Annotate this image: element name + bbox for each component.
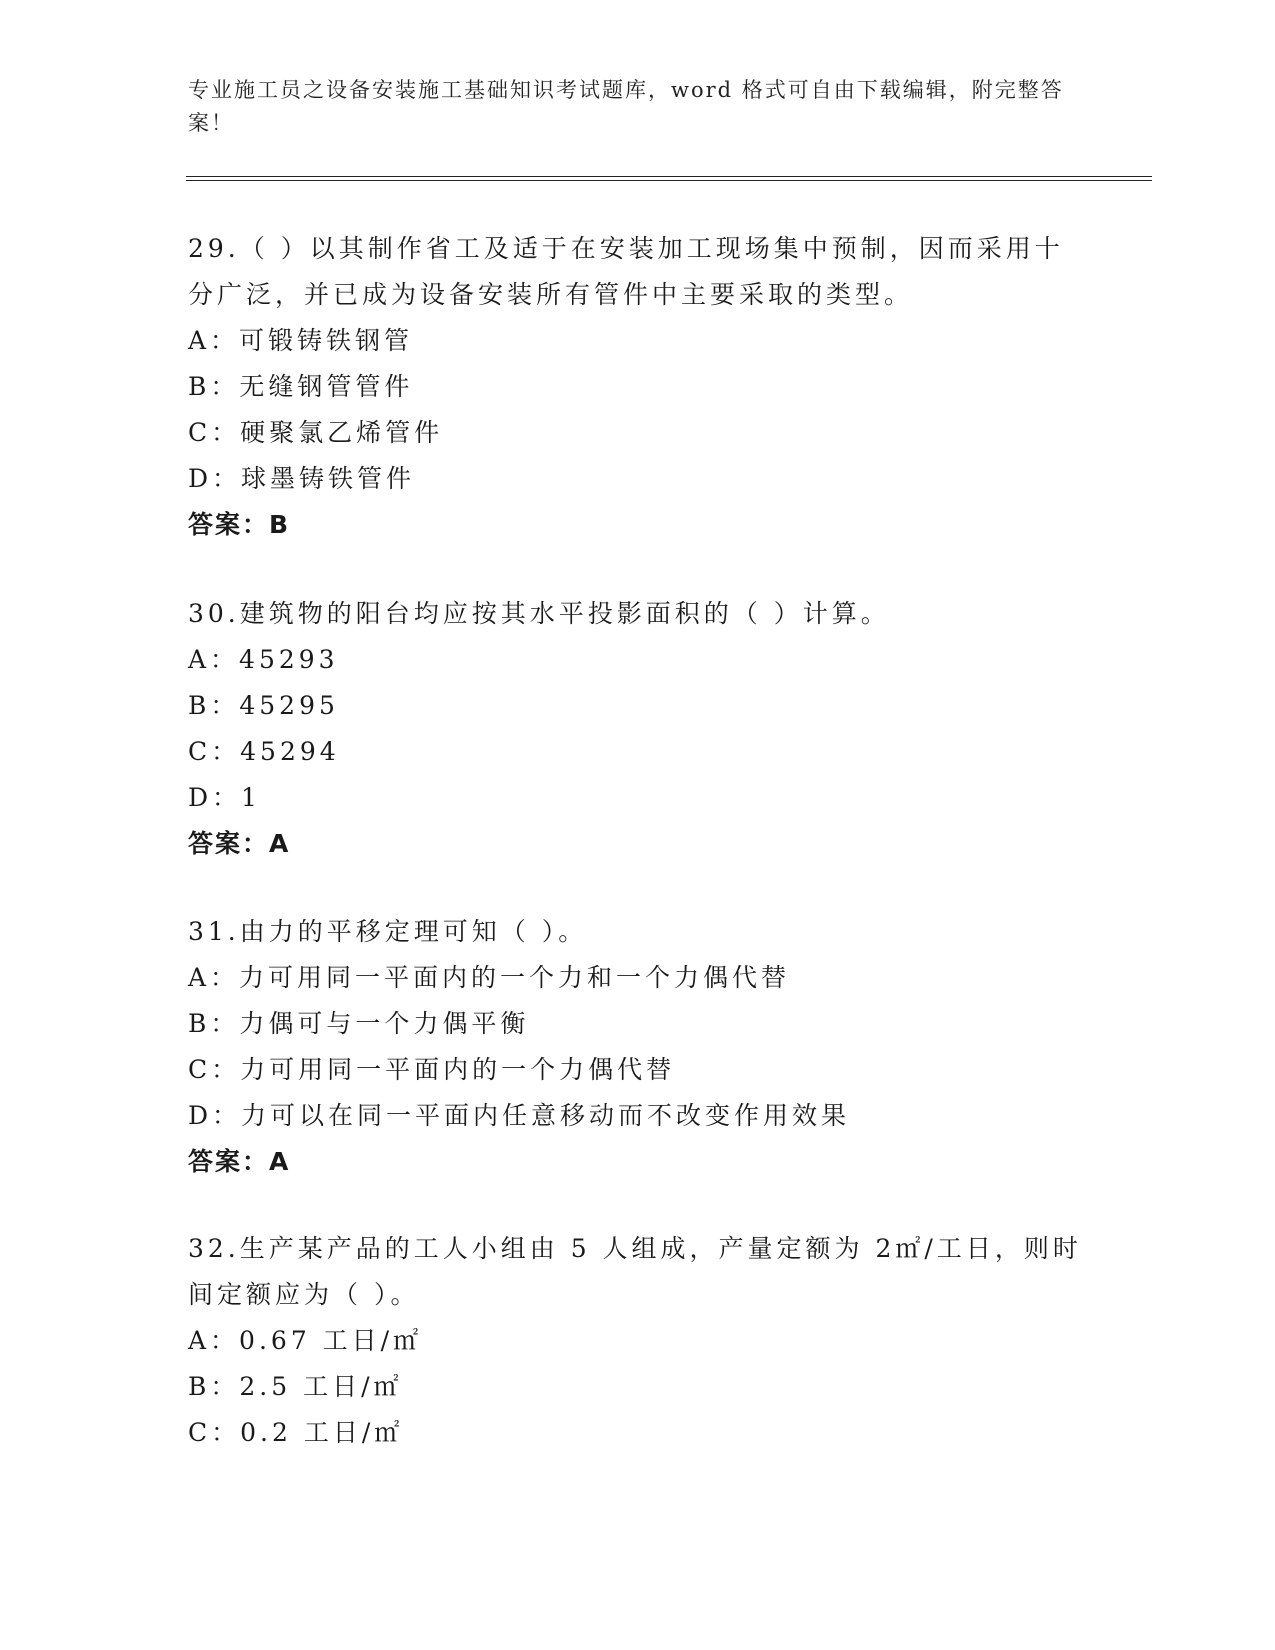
- question-29: [188, 226, 1088, 548]
- option-a: A：可锻铸铁钢管: [188, 326, 414, 355]
- option-a: A：45293: [188, 645, 339, 674]
- option-b: B：无缝钢管管件: [188, 372, 414, 401]
- option-c: C：0.2 工日/㎡: [188, 1418, 404, 1447]
- document-header: 专业施工员之设备安装施工基础知识考试题库，word 格式可自由下载编辑，附完整答案！: [188, 78, 1064, 135]
- question-stem: 32.生产某产品的工人小组由 5 人组成，产量定额为 2㎡/工日，则时间定额应为（ ）。: [188, 1234, 1082, 1309]
- question-31: [188, 909, 1088, 1185]
- answer: 答案：A: [188, 1147, 291, 1176]
- option-b: B：45295: [188, 691, 339, 720]
- option-b: B：2.5 工日/㎡: [188, 1372, 403, 1401]
- option-a: A：力可用同一平面内的一个力和一个力偶代替: [188, 963, 791, 992]
- question-30: [188, 591, 1088, 867]
- option-d: D：1: [188, 783, 261, 812]
- question-stem: 30.建筑物的阳台均应按其水平投影面积的（ ）计算。: [188, 599, 890, 628]
- option-c: C：45294: [188, 737, 340, 766]
- question-stem: 29.（ ）以其制作省工及适于在安装加工现场集中预制，因而采用十分广泛，并已成为设备安装所有管件中主要采取的类型。: [188, 234, 1064, 309]
- option-d: D：力可以在同一平面内任意移动而不改变作用效果: [188, 1101, 851, 1130]
- header-double-rule: [186, 176, 1152, 181]
- option-a: A：0.67 工日/㎡: [188, 1326, 423, 1355]
- option-b: B：力偶可与一个力偶平衡: [188, 1009, 530, 1038]
- answer: 答案：A: [188, 829, 291, 858]
- answer: 答案：B: [188, 510, 291, 539]
- option-c: C：力可用同一平面内的一个力偶代替: [188, 1055, 676, 1084]
- option-c: C：硬聚氯乙烯管件: [188, 418, 444, 447]
- option-d: D：球墨铸铁管件: [188, 464, 416, 493]
- question-32: [188, 1226, 1088, 1456]
- question-stem: 31.由力的平移定理可知（ ）。: [188, 917, 588, 946]
